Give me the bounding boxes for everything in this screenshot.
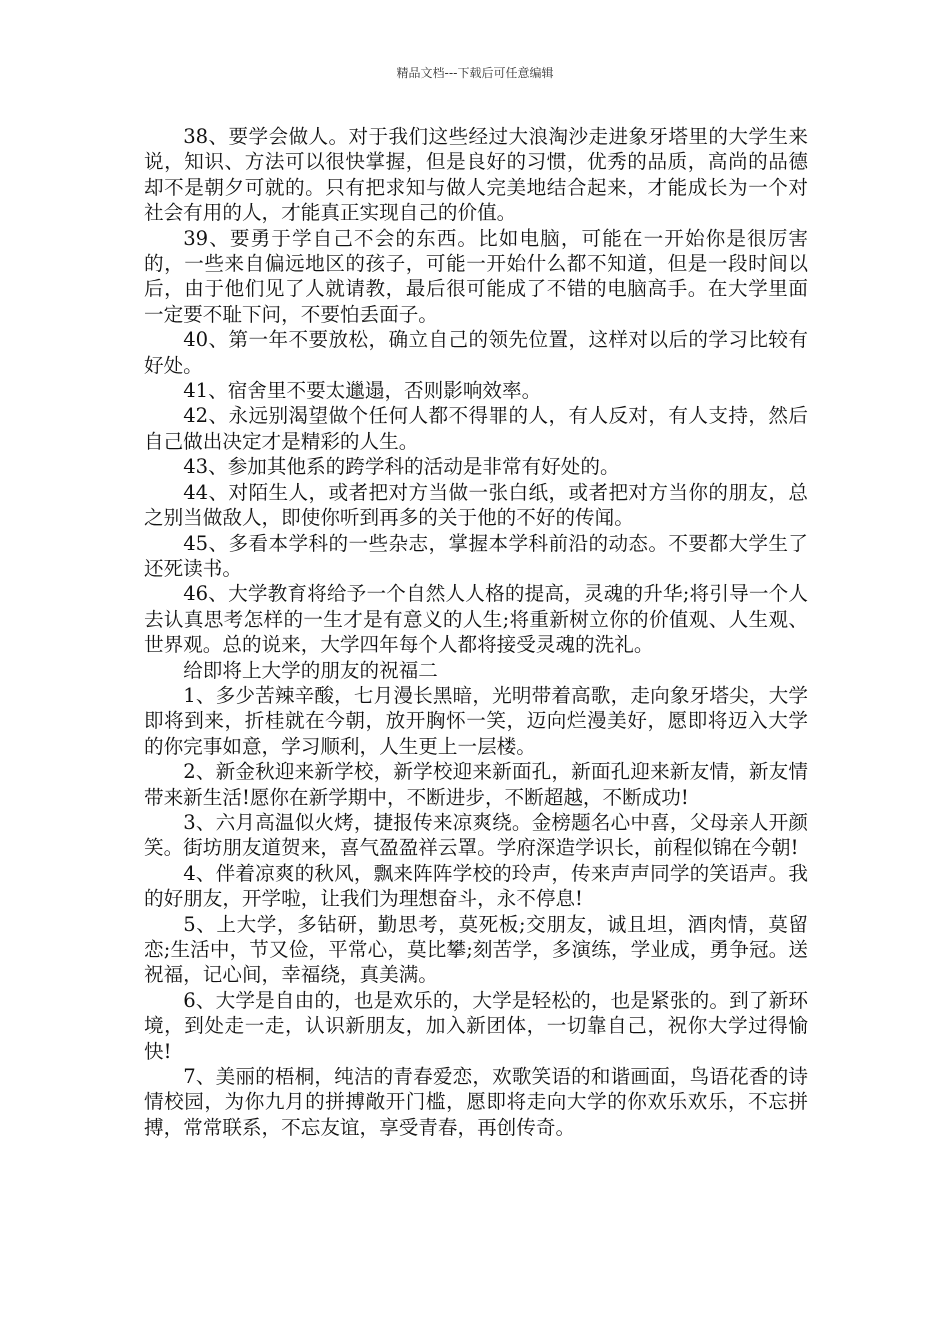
paragraph-46: 46、大学教育将给予一个自然人人格的提高，灵魂的升华;将引导一个人去认真思考怎样的一生才是有意义的人生;将重新树立你的价值观、人生观、世界观。总的说来，大学四年每个人都将接受灵魂的洗礼。 [144, 582, 808, 657]
blessing-7: 7、美丽的梧桐，纯洁的青春爱恋，欢歌笑语的和谐画面，鸟语花香的诗情校园，为你九月的拼搏敞开门槛，愿即将走向大学的你欢乐欢乐，不忘拼搏，常常联系，不忘友谊，享受青春，再创传奇。 [144, 1065, 808, 1139]
blessing-4: 4、伴着凉爽的秋风，飘来阵阵学校的玲声，传来声声同学的笑语声。我的好朋友，开学啦，让我们为理想奋斗，永不停息! [144, 861, 808, 911]
blessing-2: 2、新金秋迎来新学校，新学校迎来新面孔，新面孔迎来新友情，新友情带来新生活!愿你在新学期中，不断进步，不断超越，不断成功! [144, 760, 808, 809]
page-header: 精品文档---下载后可任意编辑 [396, 66, 554, 80]
paragraph-40: 40、第一年不要放松，确立自己的领先位置，这样对以后的学习比较有好处。 [144, 328, 808, 377]
paragraph-45: 45、多看本学科的一些杂志，掌握本学科前沿的动态。不要都大学生了还死读书。 [144, 531, 808, 580]
blessing-1: 1、多少苦辣辛酸，七月漫长黑暗，光明带着高歌，走向象牙塔尖，大学即将到来，折桂就在今朝，放开胸怀一笑，迈向烂漫美好，愿即将迈入大学的你完事如意，学习顺利，人生更上一层楼。 [144, 683, 808, 758]
paragraph-44: 44、对陌生人，或者把对方当做一张白纸，或者把对方当你的朋友，总之别当做敌人，即使你听到再多的关于他的不好的传闻。 [144, 480, 808, 530]
paragraph-38: 38、要学会做人。对于我们这些经过大浪淘沙走进象牙塔里的大学生来说，知识、方法可以很快掌握，但是良好的习惯，优秀的品质，高尚的品德却不是朝夕可就的。只有把求知与做人完美地结合起来，才能成长为一个对社会有用的人，才能真正实现自己的价值。 [144, 125, 808, 225]
document-body [144, 124, 808, 1140]
paragraph-39: 39、要勇于学自己不会的东西。比如电脑，可能在一开始你是很厉害的，一些来自偏远地区的孩子，可能一开始什么都不知道，但是一段时间以后，由于他们见了人就请教，最后很可能成了不错的电脑高手。在大学里面一定要不耻下问，不要怕丢面子。 [144, 226, 808, 326]
blessing-6: 6、大学是自由的，也是欢乐的，大学是轻松的，也是紧张的。到了新环境，到处走一走，认识新朋友，加入新团体，一切靠自己，祝你大学过得愉快! [144, 988, 808, 1063]
blessing-3: 3、六月高温似火烤，捷报传来凉爽绕。金榜题名心中喜，父母亲人开颜笑。街坊朋友道贺来，喜气盈盈祥云罩。学府深造学识长，前程似锦在今朝! [144, 810, 808, 860]
blessing-5: 5、上大学，多钻研，勤思考，莫死板;交朋友，诚且坦，酒肉情，莫留恋;生活中，节又俭，平常心，莫比攀;刻苦学，多演练，学业成，勇争冠。送祝福，记心间，幸福绕，真美满。 [144, 912, 808, 987]
paragraph-43: 43、参加其他系的跨学科的活动是非常有好处的。 [183, 455, 620, 479]
section-heading: 给即将上大学的朋友的祝福二 [183, 658, 438, 682]
paragraph-41: 41、宿舍里不要太邋遢，否则影响效率。 [183, 379, 542, 403]
paragraph-42: 42、永远别渴望做个任何人都不得罪的人，有人反对，有人支持，然后自己做出决定才是精彩的人生。 [144, 404, 808, 453]
